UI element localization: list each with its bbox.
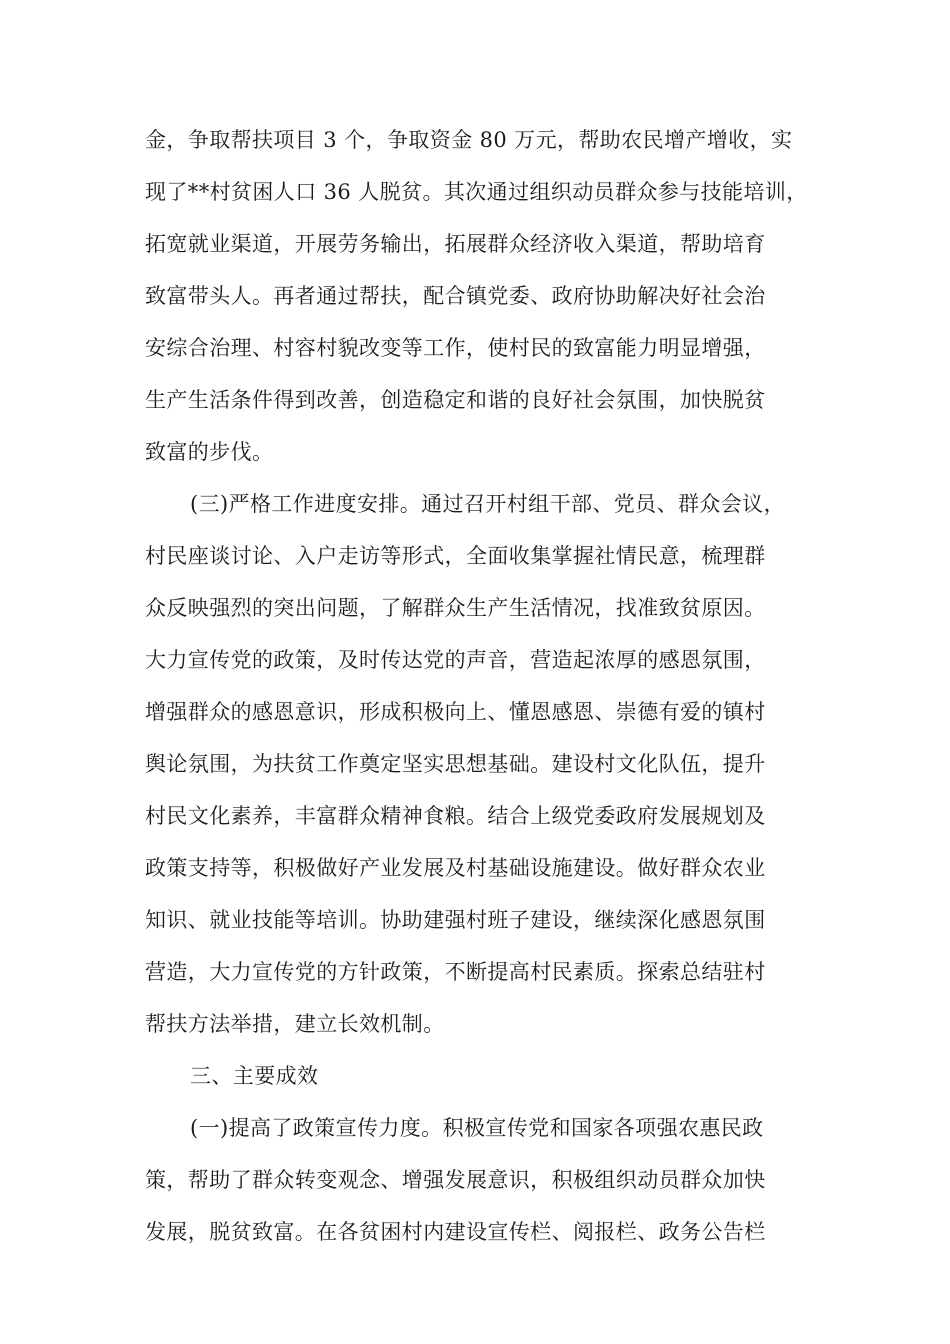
paragraph-line: 致富的步伐。 [145,440,274,464]
paragraph-line: 村民座谈讨论、入户走访等形式，全面收集掌握社情民意，梳理群 [145,544,766,568]
section-heading-1: (一)提高了政策宣传力度。积极宣传党和国家各项强农惠民政 [190,1116,764,1140]
section-title-main-results: 三、主要成效 [190,1064,319,1088]
paragraph-line: 营造，大力宣传党的方针政策，不断提高村民素质。探索总结驻村 [145,960,766,984]
paragraph-line: 村民文化素养，丰富群众精神食粮。结合上级党委政府发展规划及 [145,804,766,828]
paragraph-line: 政策支持等，积极做好产业发展及村基础设施建设。做好群众农业 [145,856,766,880]
paragraph-line: 策，帮助了群众转变观念、增强发展意识，积极组织动员群众加快 [145,1168,766,1192]
section-heading-3: (三)严格工作进度安排。通过召开村组干部、党员、群众会议， [190,492,785,516]
paragraph-line: 大力宣传党的政策，及时传达党的声音，营造起浓厚的感恩氛围， [145,648,766,672]
paragraph-line: 金，争取帮扶项目 3 个，争取资金 80 万元，帮助农民增产增收，实 [145,128,793,152]
paragraph-line: 舆论氛围，为扶贫工作奠定坚实思想基础。建设村文化队伍，提升 [145,752,766,776]
paragraph-line: 致富带头人。再者通过帮扶，配合镇党委、政府协助解决好社会治 [145,284,766,308]
paragraph-line: 发展，脱贫致富。在各贫困村内建设宣传栏、阅报栏、政务公告栏 [145,1220,766,1244]
paragraph-line: 安综合治理、村容村貌改变等工作，使村民的致富能力明显增强， [145,336,766,360]
paragraph-line: 生产生活条件得到改善，创造稳定和谐的良好社会氛围，加快脱贫 [145,388,766,412]
paragraph-line: 众反映强烈的突出问题，了解群众生产生活情况，找准致贫原因。 [145,596,766,620]
paragraph-line: 增强群众的感恩意识，形成积极向上、懂恩感恩、崇德有爱的镇村 [145,700,766,724]
paragraph-line: 知识、就业技能等培训。协助建强村班子建设，继续深化感恩氛围 [145,908,766,932]
paragraph-line: 现了**村贫困人口 36 人脱贫。其次通过组织动员群众参与技能培训， [145,180,808,204]
paragraph-line: 帮扶方法举措，建立长效机制。 [145,1012,445,1036]
paragraph-line: 拓宽就业渠道，开展劳务输出，拓展群众经济收入渠道，帮助培育 [145,232,766,256]
